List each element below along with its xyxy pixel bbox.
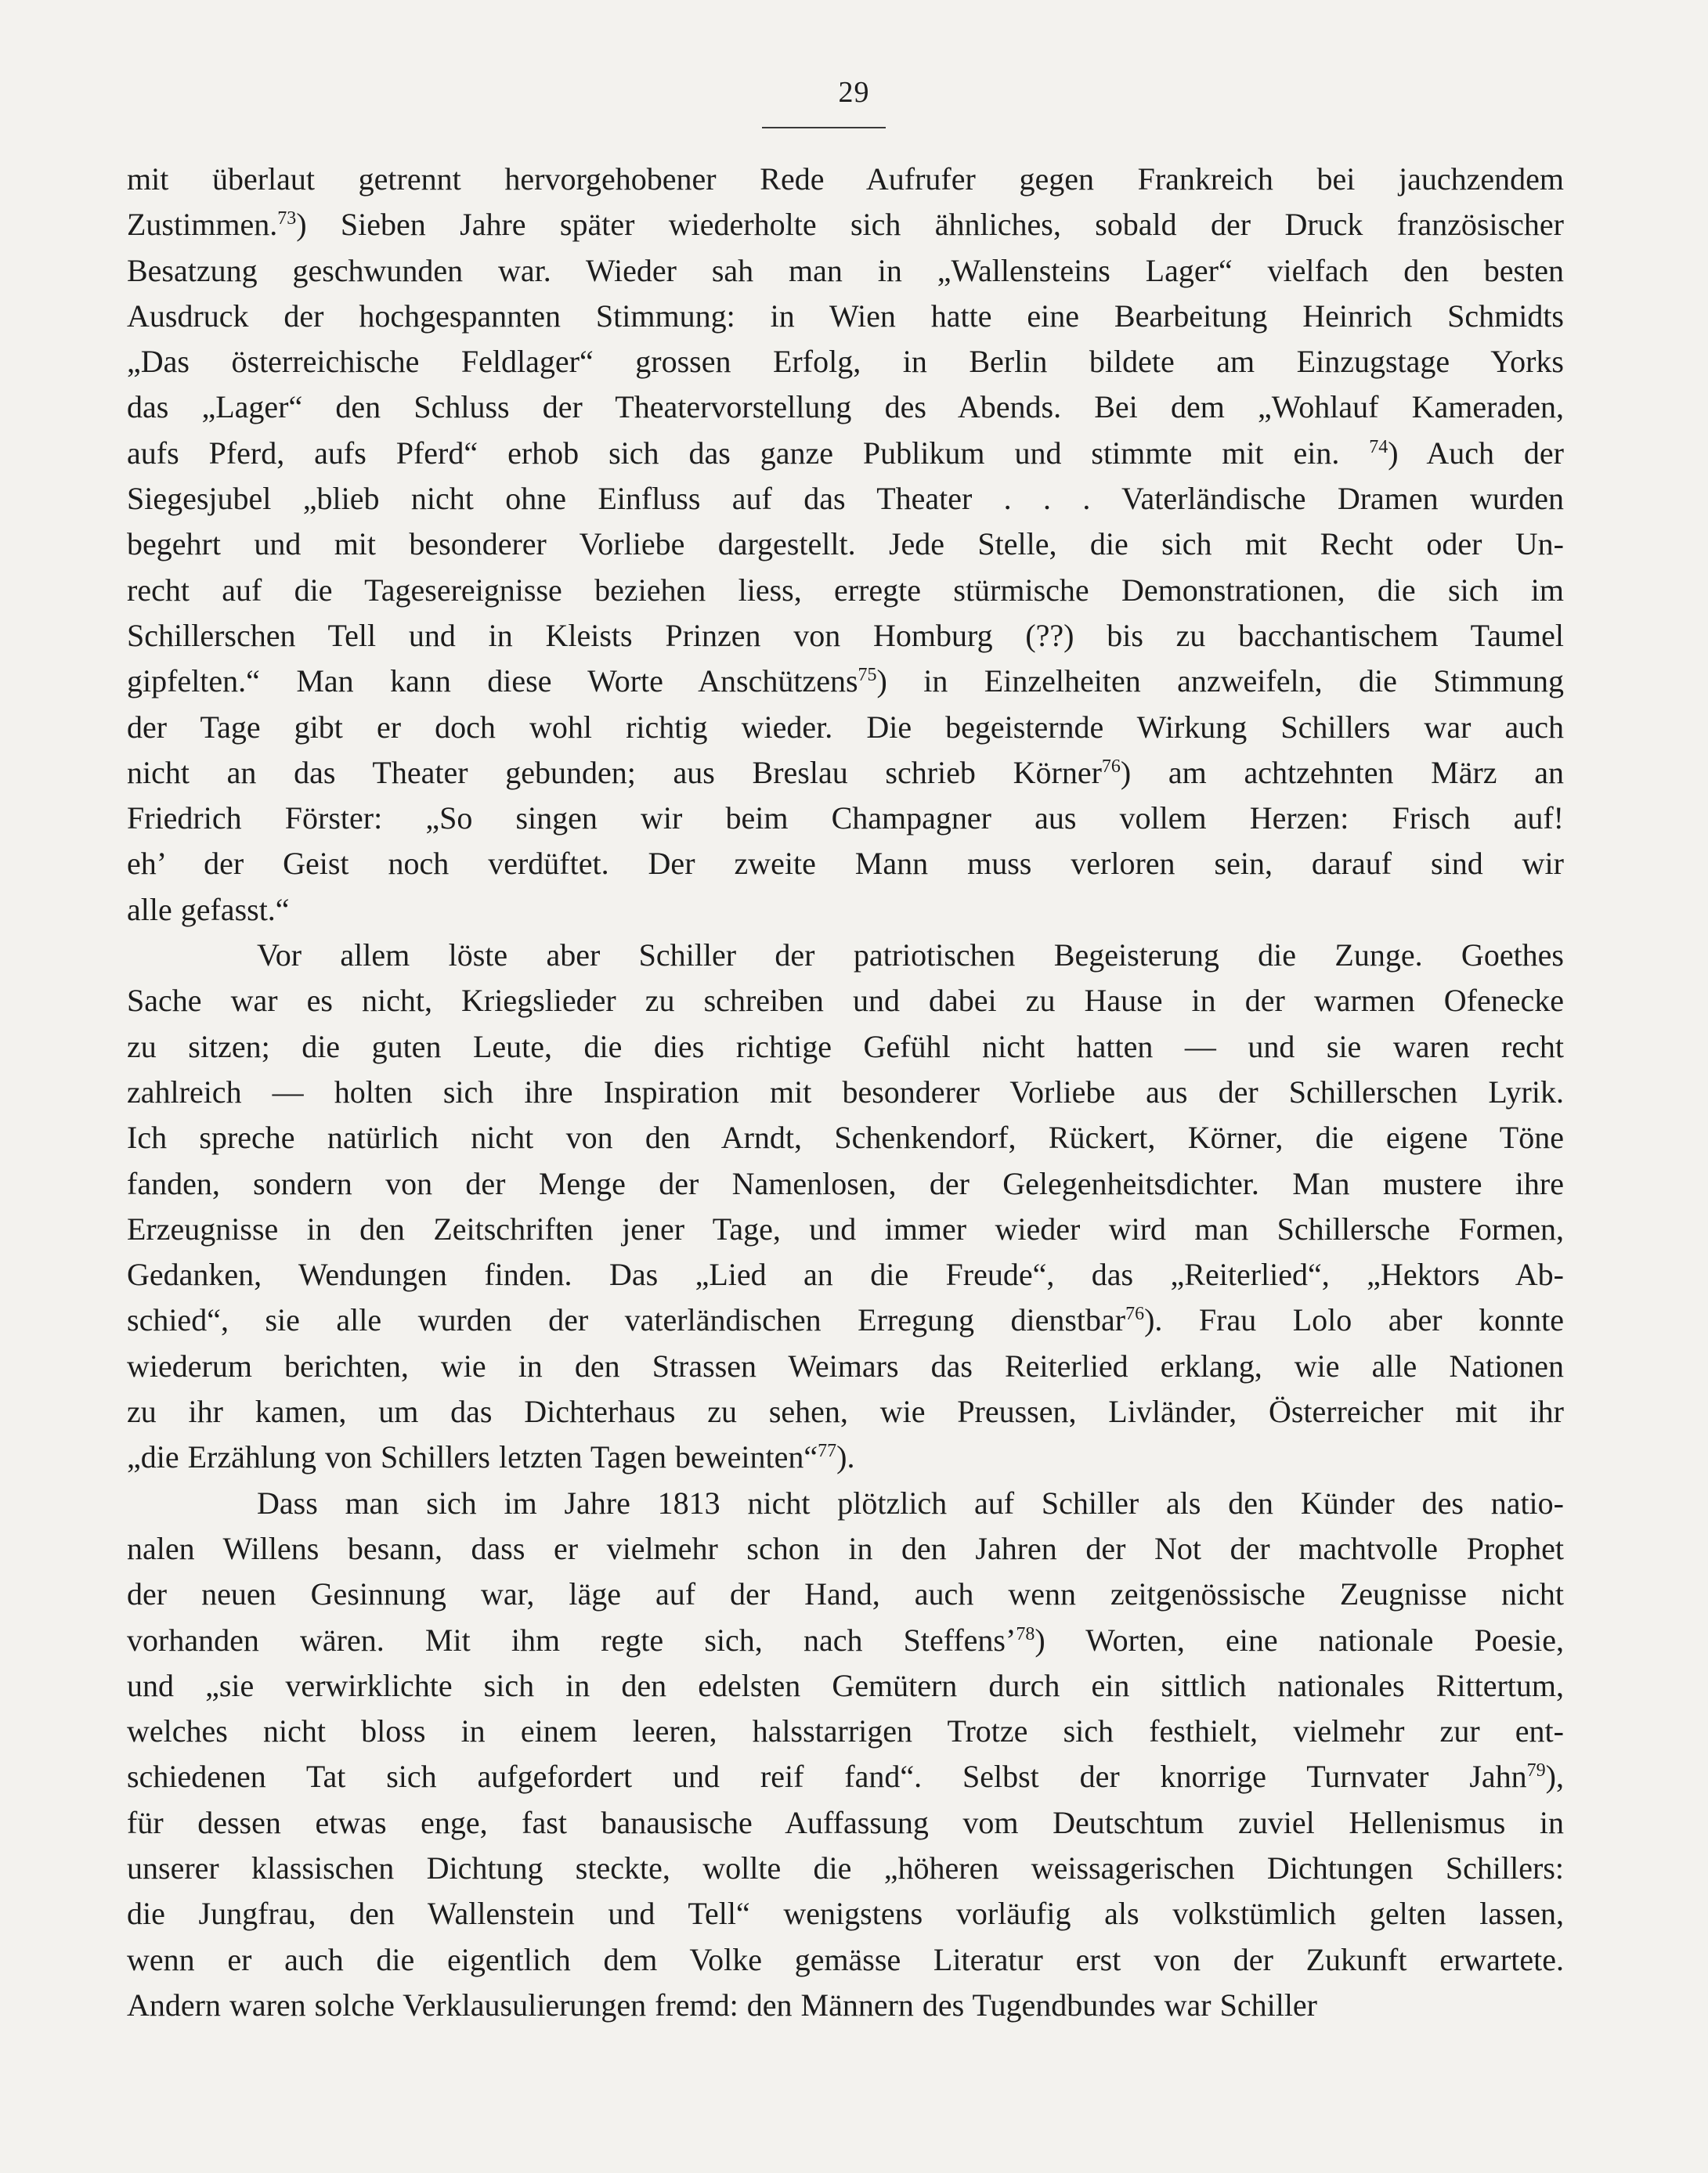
text-line: Andern waren solche Verklausulierungen fremd: den Männern des Tugendbundes war Schiller [127, 1987, 1317, 2023]
text-line: für dessen etwas enge, fast banausische Auffassung vom Deutschtum zuviel Hellenismus in [127, 1804, 1564, 1840]
text-line: mit überlaut getrennt hervorgehobener Rede Aufrufer gegen Frankreich bei jauchzendem [127, 161, 1564, 197]
text-line: schied“, sie alle wurden der vaterländischen Erregung dienstbar$^{76}$). Frau Lolo aber konnte [127, 1302, 1564, 1338]
text-line: Schillerschen Tell und in Kleists Prinzen von Homburg (??) bis zu bacchantischem Taumel [127, 617, 1564, 653]
text-line: die Jungfrau, den Wallenstein und Tell“ wenigstens vorläufig als volkstümlich gelten lassen, [127, 1896, 1564, 1932]
text-line: Sache war es nicht, Kriegslieder zu schreiben und dabei zu Hause in der warmen Ofenecke [127, 983, 1564, 1019]
text-line: und „sie verwirklichte sich in den edelsten Gemütern durch ein sittlich nationales Rittertum, [127, 1667, 1564, 1703]
text-line: das „Lager“ den Schluss der Theatervorstellung des Abends. Bei dem „Wohlauf Kameraden, [127, 389, 1564, 425]
text-line: fanden, sondern von der Menge der Namenlosen, der Gelegenheitsdichter. Man mustere ihre [127, 1165, 1564, 1201]
text-line: Siegesjubel „blieb nicht ohne Einfluss auf das Theater . . . Vaterländische Dramen wurden [127, 481, 1564, 517]
text-line: Vor allem löste aber Schiller der patriotischen Begeisterung die Zunge. Goethes [257, 937, 1564, 973]
text-line: Besatzung geschwunden war. Wieder sah man in „Wallensteins Lager“ vielfach den besten [127, 252, 1564, 288]
text-line: Erzeugnisse in den Zeitschriften jener Tage, und immer wieder wird man Schillersche Formen, [127, 1211, 1564, 1247]
text-line: Zustimmen.$^{73}$) Sieben Jahre später wiederholte sich ähnliches, sobald der Druck französischer [127, 207, 1564, 243]
page-number-rule [762, 127, 886, 128]
text-line: zu sitzen; die guten Leute, die dies richtige Gefühl nicht hatten — und sie waren recht [127, 1028, 1564, 1064]
text-line: wiederum berichten, wie in den Strassen Weimars das Reiterlied erklang, wie alle Nationen [127, 1348, 1564, 1384]
text-line: „Das österreichische Feldlager“ grossen Erfolg, in Berlin bildete am Einzugstage Yorks [127, 344, 1564, 380]
text-line: recht auf die Tagesereignisse beziehen liess, erregte stürmische Demonstrationen, die sich im [127, 572, 1564, 608]
text-line: unserer klassischen Dichtung steckte, wollte die „höheren weissagerischen Dichtungen Schillers: [127, 1850, 1564, 1886]
text-line: vorhanden wären. Mit ihm regte sich, nach Steffens’$^{78}$) Worten, eine nationale Poesie, [127, 1622, 1564, 1658]
text-line: zu ihr kamen, um das Dichterhaus zu sehen, wie Preussen, Livländer, Österreicher mit ihr [127, 1394, 1564, 1430]
text-line: Gedanken, Wendungen finden. Das „Lied an die Freude“, das „Reiterlied“, „Hektors Ab- [127, 1257, 1564, 1293]
text-line: wenn er auch die eigentlich dem Volke gemässe Literatur erst von der Zukunft erwartete. [127, 1941, 1564, 1977]
text-line: aufs Pferd, aufs Pferd“ erhob sich das ganze Publikum und stimmte mit ein. $^{74}$) Auch der [127, 435, 1565, 471]
text-line: zahlreich — holten sich ihre Inspiration mit besonderer Vorliebe aus der Schillerschen Lyrik. [127, 1074, 1564, 1110]
text-line: Dass man sich im Jahre 1813 nicht plötzlich auf Schiller als den Künder des natio- [257, 1485, 1564, 1521]
text-line: alle gefasst.“ [127, 891, 290, 927]
text-line: welches nicht bloss in einem leeren, halsstarrigen Trotze sich festhielt, vielmehr zur ent- [127, 1713, 1564, 1749]
text-line: eh’ der Geist noch verdüftet. Der zweite Mann muss verloren sein, darauf sind wir [127, 846, 1564, 882]
text-line: Friedrich Förster: „So singen wir beim Champagner aus vollem Herzen: Frisch auf! [127, 800, 1564, 836]
text-line: schiedenen Tat sich aufgefordert und reif fand“. Selbst der knorrige Turnvater Jahn$^{79}$), [127, 1759, 1564, 1795]
text-line: nalen Willens besann, dass er vielmehr schon in den Jahren der Not der machtvolle Prophet [127, 1530, 1564, 1566]
text-line: „die Erzählung von Schillers letzten Tagen beweinten“$^{77}$). [127, 1439, 855, 1475]
text-line: der Tage gibt er doch wohl richtig wieder. Die begeisternde Wirkung Schillers war auch [127, 709, 1564, 745]
page-number: 29 [838, 76, 870, 109]
text-line: gipfelten.“ Man kann diese Worte Anschützens$^{75}$) in Einzelheiten anzweifeln, die Stimmung [127, 663, 1564, 699]
text-line: der neuen Gesinnung war, läge auf der Hand, auch wenn zeitgenössische Zeugnisse nicht [127, 1576, 1564, 1612]
text-line: nicht an das Theater gebunden; aus Breslau schrieb Körner$^{76}$) am achtzehnten März an [127, 754, 1564, 790]
body-text [127, 157, 1564, 2028]
text-line: begehrt und mit besonderer Vorliebe dargestellt. Jede Stelle, die sich mit Recht oder Un- [127, 526, 1564, 562]
text-line: Ausdruck der hochgespannten Stimmung: in Wien hatte eine Bearbeitung Heinrich Schmidts [127, 298, 1564, 334]
text-line: Ich spreche natürlich nicht von den Arndt, Schenkendorf, Rückert, Körner, die eigene Töne [127, 1120, 1564, 1156]
